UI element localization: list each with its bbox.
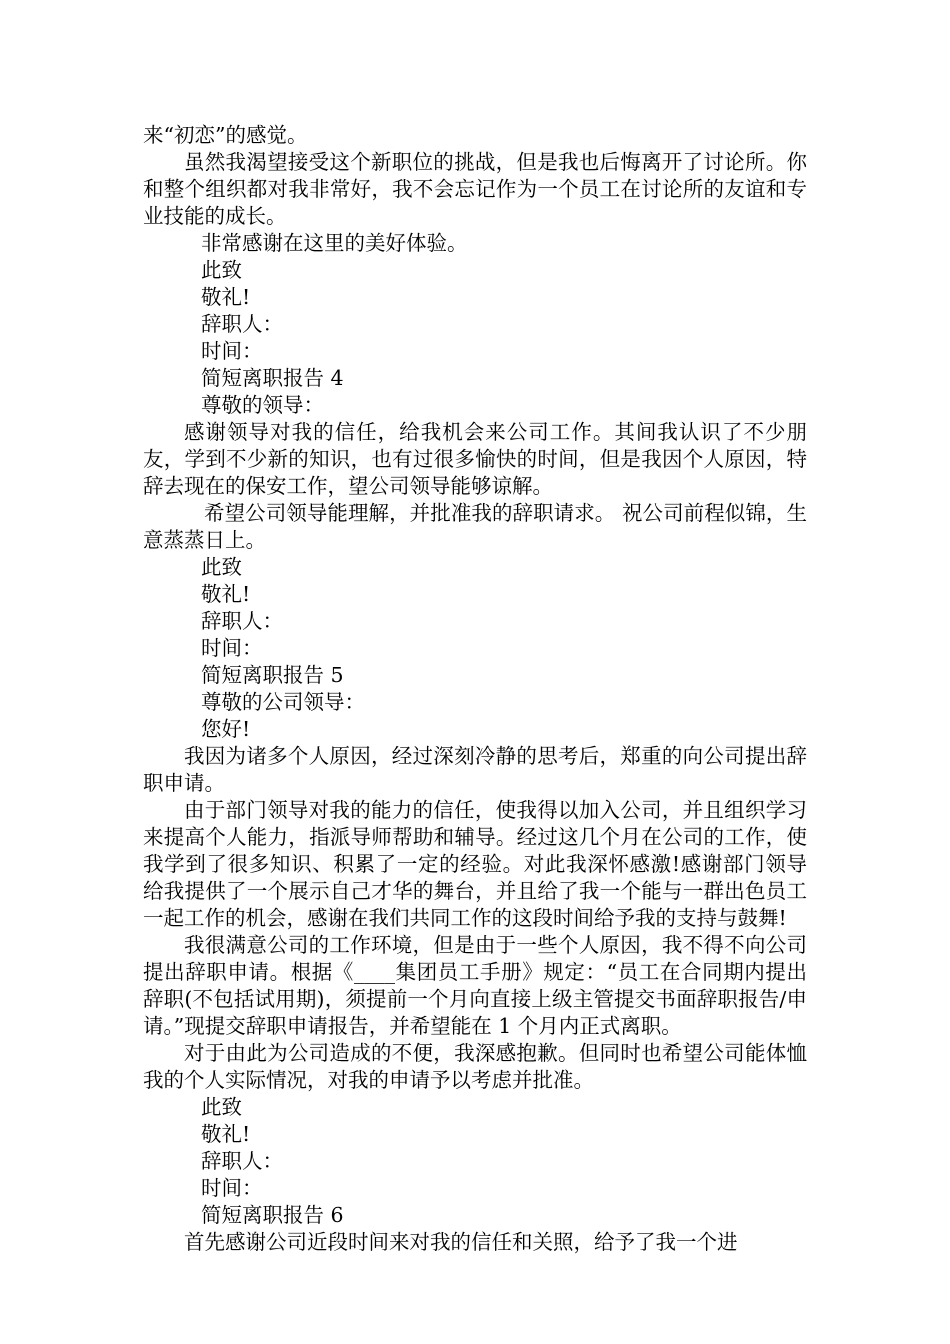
section-heading: 简短离职报告 5 — [201, 663, 344, 687]
paragraph: 由于部门领导对我的能力的信任，使我得以加入公司，并且组织学习来提高个人能力，指派导师帮助和辅导。经过这几个月在公司的工作，使我学到了很多知识、积累了一定的经验。对此我深怀感激!感谢部门领导给我提供了一个展示自己才华的舞台，并且给了我一个能与一群出色员工一起工作的机会，感谢在我们共同工作的这段时间给予我的支持与鼓舞! — [143, 798, 807, 930]
salutation-line: 敬礼! — [201, 285, 251, 309]
paragraph: 来“初恋”的感觉。 — [143, 123, 308, 147]
salutation-line: 此致 — [201, 258, 242, 282]
date-line: 时间： — [201, 636, 263, 660]
signature-line: 辞职人： — [201, 609, 283, 633]
paragraph: 对于由此为公司造成的不便，我深感抱歉。但同时也希望公司能体恤我的个人实际情况，对我的申请予以考虑并批准。 — [143, 1041, 807, 1092]
greeting-line: 尊敬的领导： — [201, 393, 324, 417]
date-line: 时间： — [201, 339, 263, 363]
paragraph: 我很满意公司的工作环境，但是由于一些个人原因，我不得不向公司提出辞职申请。根据《____集团员工手册》规定：“员工在合同期内提出辞职(不包括试用期)，须提前一个月向直接上级主管提交书面辞职报告/申请。”现提交辞职申请报告，并希望能在 1 个月内正式离职。 — [143, 933, 807, 1038]
paragraph: 首先感谢公司近段时间来对我的信任和关照，给予了我一个进 — [184, 1230, 738, 1254]
greeting-line: 您好! — [201, 717, 251, 741]
section-heading: 简短离职报告 6 — [201, 1203, 344, 1227]
date-line: 时间： — [201, 1176, 263, 1200]
salutation-line: 此致 — [201, 1095, 242, 1119]
paragraph: 希望公司领导能理解，并批准我的辞职请求。 祝公司前程似锦，生意蒸蒸日上。 — [143, 501, 807, 552]
document-body — [143, 122, 807, 1256]
signature-line: 辞职人： — [201, 312, 283, 336]
greeting-line: 尊敬的公司领导： — [201, 690, 365, 714]
closing-thanks-line: 非常感谢在这里的美好体验。 — [201, 231, 468, 255]
paragraph: 虽然我渴望接受这个新职位的挑战，但是我也后悔离开了讨论所。你和整个组织都对我非常好，我不会忘记作为一个员工在讨论所的友谊和专业技能的成长。 — [143, 150, 807, 228]
paragraph: 感谢领导对我的信任，给我机会来公司工作。其间我认识了不少朋友，学到不少新的知识，也有过很多愉快的时间，但是我因个人原因，特辞去现在的保安工作，望公司领导能够谅解。 — [143, 420, 807, 498]
paragraph: 我因为诸多个人原因，经过深刻冷静的思考后，郑重的向公司提出辞职申请。 — [143, 744, 807, 795]
section-heading: 简短离职报告 4 — [201, 366, 344, 390]
signature-line: 辞职人： — [201, 1149, 283, 1173]
salutation-line: 敬礼! — [201, 1122, 251, 1146]
salutation-line: 此致 — [201, 555, 242, 579]
salutation-line: 敬礼! — [201, 582, 251, 606]
